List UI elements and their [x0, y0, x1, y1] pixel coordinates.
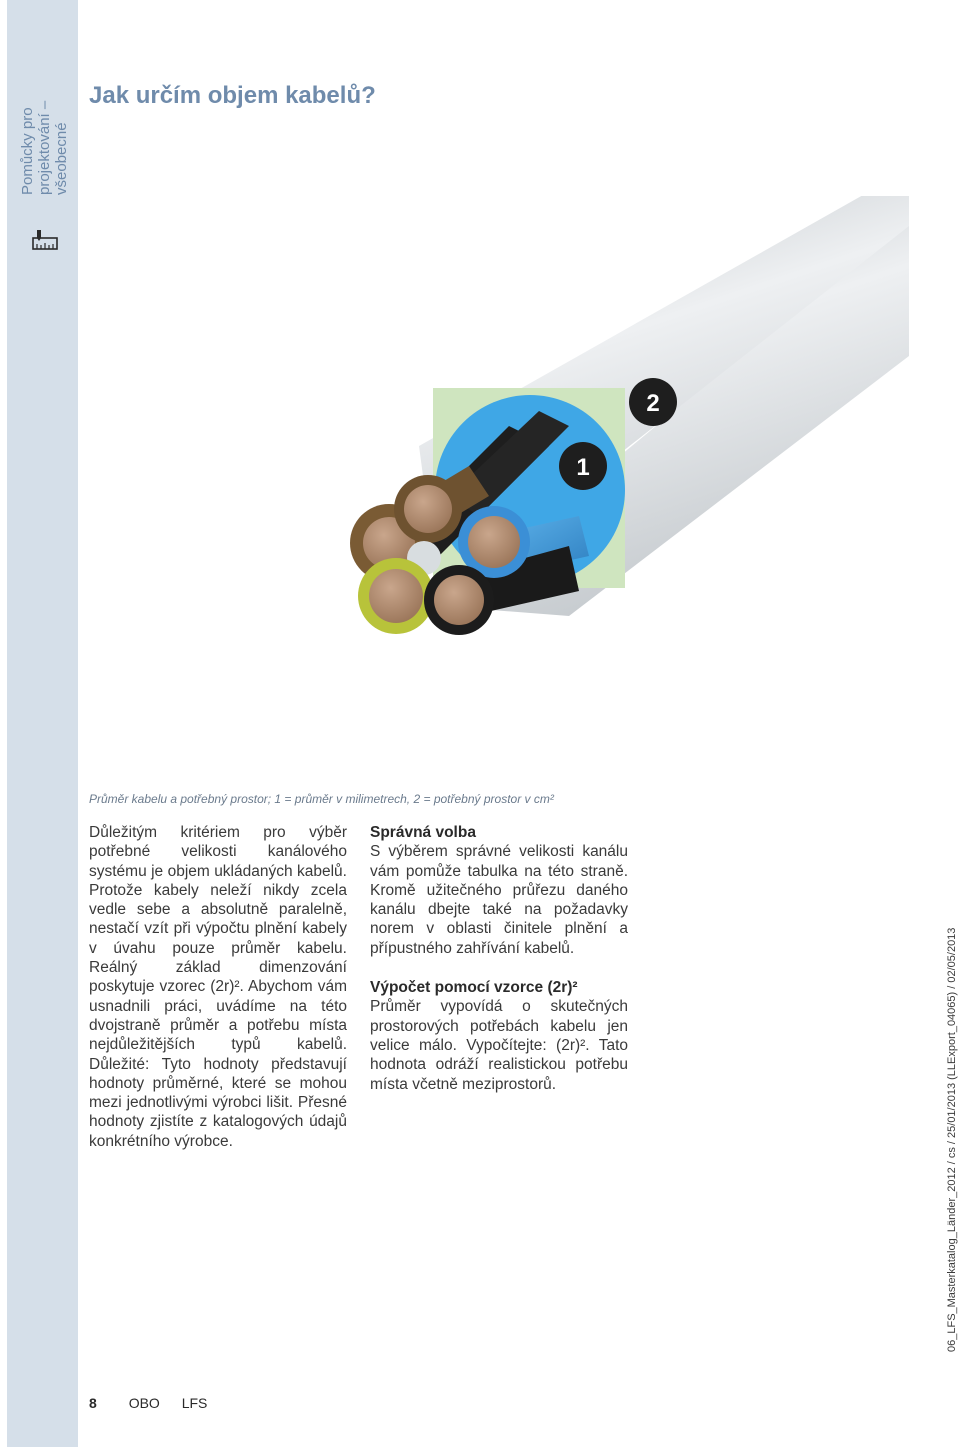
column2-paragraph-1: S výběrem správné velikosti kanálu vám pomůže tabulka na této straně. Kromě užitečného průřezu daného kanálu dbejte také na požadavky norem v oblasti činitele plnění a přípustného zahřívání kabelů.: [370, 843, 628, 957]
badge-1-label: 1: [576, 454, 590, 481]
column2-paragraph-2: Průměr vypovídá o skutečných prostorových potřebách kabelu jen velice málo. Vypočítejte: (2r)². Tato hodnota odráží realistickou potřebu místa včetně meziprostorů.: [370, 998, 628, 1093]
heading-vypocet: Výpočet pomocí vzorce (2r)²: [370, 979, 578, 997]
sidebar-section-label: [19, 15, 70, 195]
column1-paragraph: Důležitým kritériem pro výběr potřebné velikosti kanálového systému je objem ukládaných kabelů. Protože kabely neleží nikdy zcela vedle sebe a absolutně paralelně, nestačí vzít při výpočtu plnění kabely v úvahu pouze průměr kabelu. Reálný základ dimenzování poskytuje vzorec (2r)². Abychom vám usnadnili práci, uvádíme na této dvojstraně průměr a potřebu místa nejdůležitějších typů kabelů. Důležité: Tyto hodnoty představují hodnoty průměrné, které se mohou mezi jednotlivými výrobci lišit. Přesné hodnoty zjistíte z katalogových údajů konkrétního výrobce.: [89, 824, 347, 1150]
cable-photo: [89, 196, 909, 783]
product-line: LFS: [181, 1395, 208, 1411]
page-footer: [89, 1395, 207, 1411]
document-code: 06_LFS_Masterkatalog_Länder_2012 / cs / 25/01/2013 (LLExport_04065) / 02/05/2013: [946, 927, 958, 1352]
sidebar-line-3: všeobecné: [53, 122, 70, 195]
page-title: Jak určím objem kabelů?: [89, 82, 376, 109]
sidebar-line-1: Pomůcky pro: [19, 107, 36, 195]
ruler-pencil-icon: [32, 229, 58, 251]
sidebar-line-2: projektování –: [36, 100, 53, 195]
sidebar-band: [7, 0, 78, 1447]
text-column-1: [89, 823, 347, 1151]
brand-name: OBO: [128, 1395, 160, 1411]
badge-2-label: 2: [646, 390, 660, 417]
page-number: 8: [89, 1395, 97, 1411]
figure-caption: Průměr kabelu a potřebný prostor; 1 = průměr v milimetrech, 2 = potřebný prostor v cm²: [89, 792, 554, 806]
text-column-2: [370, 823, 628, 1094]
heading-spravna-volba: Správná volba: [370, 824, 476, 841]
